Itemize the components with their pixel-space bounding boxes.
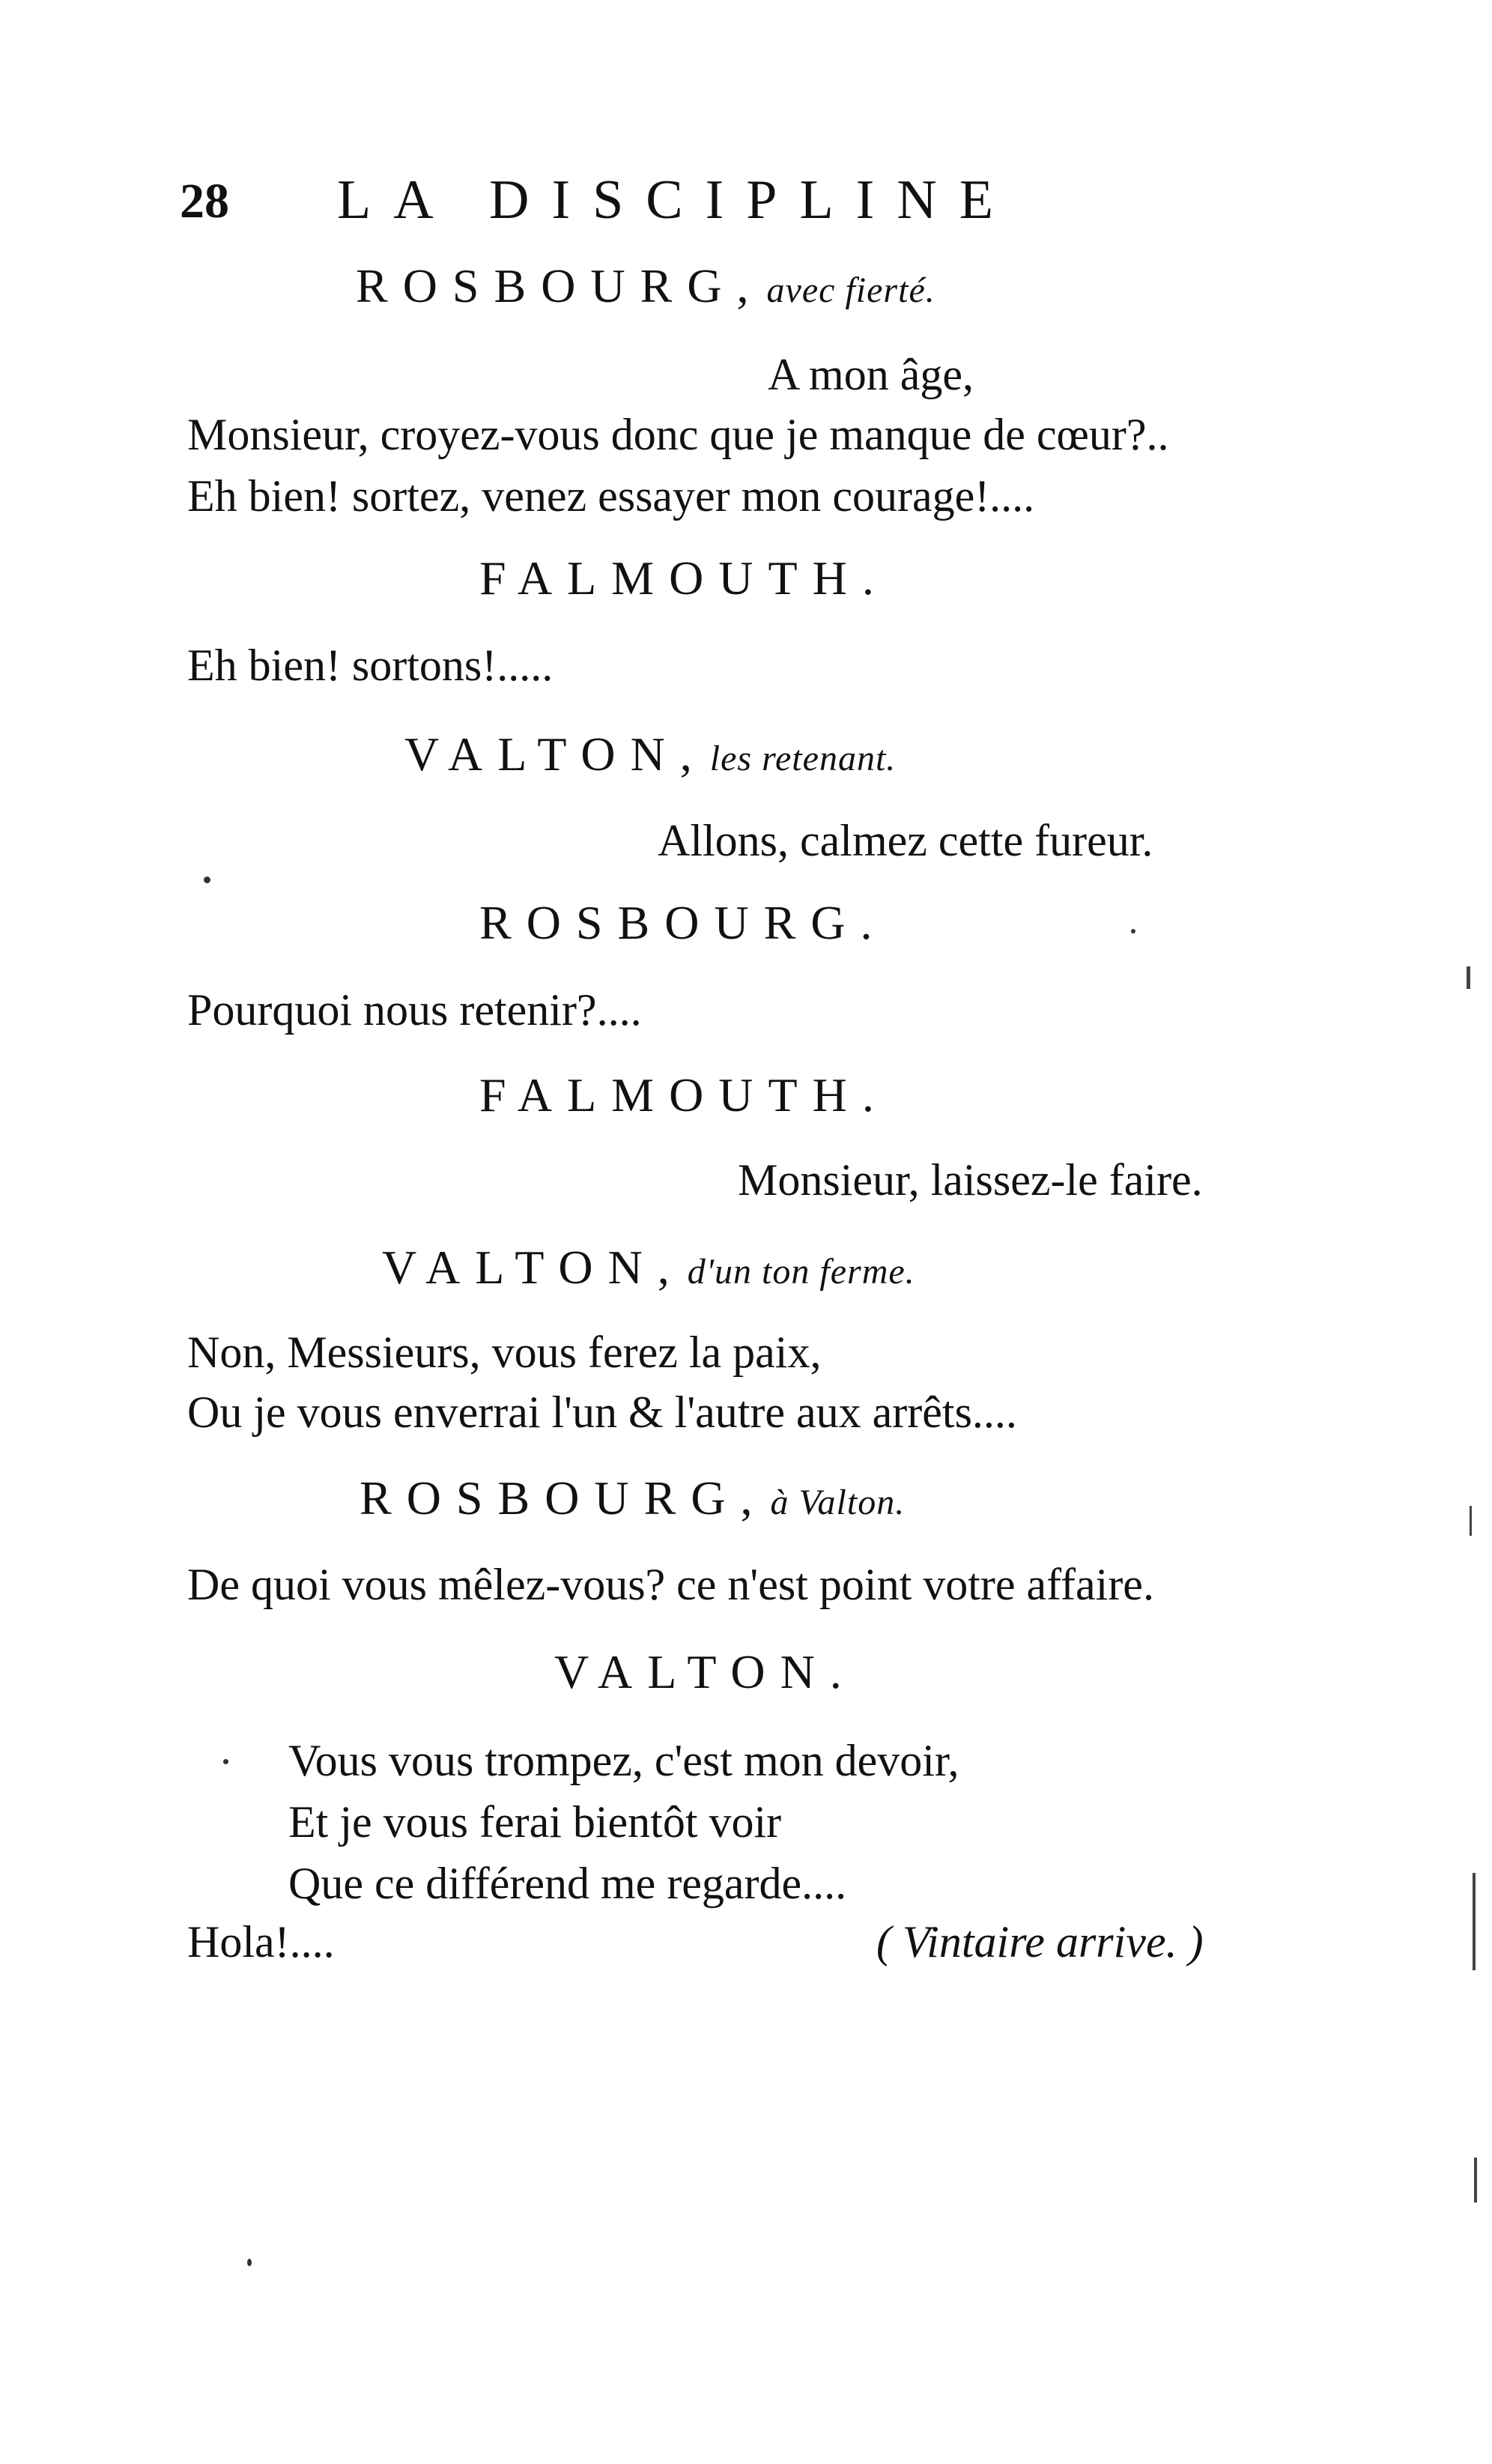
scan-speck (223, 1759, 228, 1764)
speaker-name: FALMOUTH. (479, 1068, 889, 1121)
verse-line: Et je vous ferai bientôt voir (288, 1797, 782, 1847)
verse-line: Non, Messieurs, vous ferez la paix, (187, 1328, 822, 1377)
verse-line: A mon âge, (768, 350, 974, 399)
verse-line: Ou je vous enverrai l'un & l'autre aux arrêts.... (187, 1387, 1017, 1437)
verse-line: Eh bien! sortez, venez essayer mon courage!.... (187, 471, 1035, 521)
verse-line: Pourquoi nous retenir?.... (187, 985, 642, 1035)
speaker-name: ROSBOURG. (479, 896, 888, 949)
edge-mark (1470, 1506, 1472, 1536)
page-number: 28 (180, 174, 229, 228)
verse-line: Monsieur, croyez-vous donc que je manque de cœur?.. (187, 410, 1169, 459)
edge-mark (1474, 2158, 1477, 2203)
edge-mark (1467, 966, 1470, 989)
scan-speck (204, 877, 210, 883)
verse-line: Que ce différend me regarde.... (288, 1859, 847, 1908)
speaker-direction: avec fierté. (766, 270, 935, 310)
speaker-heading (404, 727, 897, 781)
speaker-name: VALTON. (554, 1645, 857, 1698)
speaker-name: VALTON, (404, 727, 707, 781)
verse-line: Eh bien! sortons!..... (187, 641, 554, 690)
speaker-heading (382, 1241, 915, 1294)
speaker-direction: d'un ton ferme. (687, 1252, 915, 1292)
running-title: LA DISCIPLINE (337, 169, 1016, 231)
speaker-name: FALMOUTH. (479, 551, 889, 605)
stage-direction (876, 1917, 1204, 1967)
verse-line: Vous vous trompez, c'est mon devoir, (288, 1736, 959, 1785)
scan-speck (247, 2259, 252, 2266)
edge-mark (1473, 1873, 1476, 1970)
verse-line: Monsieur, laissez-le faire. (738, 1155, 1203, 1205)
scan-speck (1131, 929, 1135, 933)
verse-line: De quoi vous mêlez-vous? ce n'est point votre affaire. (187, 1560, 1154, 1609)
speaker-name: ROSBOURG, (356, 259, 764, 312)
speaker-direction: à Valton. (770, 1483, 906, 1522)
verse-line: Hola!.... (187, 1917, 335, 1967)
speaker-heading (360, 1471, 906, 1525)
speaker-name: VALTON, (382, 1241, 685, 1294)
speaker-heading (356, 259, 935, 312)
speaker-name: ROSBOURG, (360, 1471, 768, 1525)
stage-direction-text: ( Vintaire arrive. ) (876, 1917, 1204, 1967)
speaker-direction: les retenant. (709, 739, 897, 778)
verse-line: Allons, calmez cette fureur. (658, 816, 1153, 865)
